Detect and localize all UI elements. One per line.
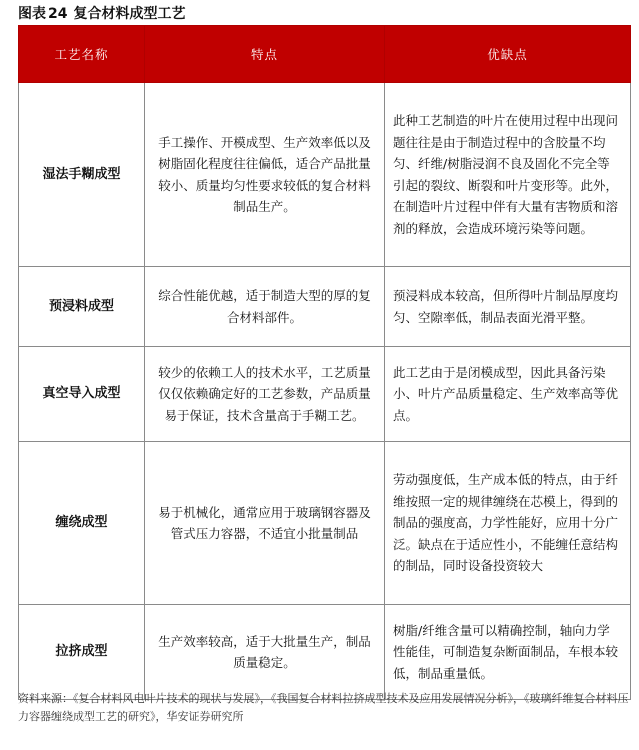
- process-name-cell: 真空导入成型: [19, 347, 145, 442]
- feature-cell: 综合性能优越，适于制造大型的厚的复合材料部件。: [145, 267, 385, 347]
- caption-prefix: 图表: [18, 6, 46, 22]
- caption-number: 24: [48, 6, 68, 22]
- table-row: [19, 267, 631, 347]
- feature-cell: 较少的依赖工人的技术水平，工艺质量仅仅依赖确定好的工艺参数，产品质量易于保证，技术含量高于手糊工艺。: [145, 347, 385, 442]
- figure-caption: [18, 4, 185, 24]
- feature-cell: 手工操作、开模成型、生产效率低以及树脂固化程度往往偏低，适合产品批量较小、质量均匀性要求较低的复合材料制品生产。: [145, 83, 385, 267]
- table-row: [19, 605, 631, 700]
- process-table: [18, 25, 631, 700]
- process-name-cell: 预浸料成型: [19, 267, 145, 347]
- header-process-name: 工艺名称: [19, 26, 145, 83]
- feature-cell: 生产效率较高，适于大批量生产，制品质量稳定。: [145, 605, 385, 700]
- process-name-cell: 缠绕成型: [19, 442, 145, 605]
- table-row: [19, 83, 631, 267]
- table-row: [19, 347, 631, 442]
- table-header-row: [19, 26, 631, 83]
- header-feature: 特点: [145, 26, 385, 83]
- pros-cons-cell: 此工艺由于是闭模成型，因此具备污染小、叶片产品质量稳定、生产效率高等优点。: [385, 347, 631, 442]
- pros-cons-cell: 预浸料成本较高，但所得叶片制品厚度均匀、空隙率低，制品表面光滑平整。: [385, 267, 631, 347]
- feature-cell: 易于机械化，通常应用于玻璃钢容器及管式压力容器，不适宜小批量制品: [145, 442, 385, 605]
- table-row: [19, 442, 631, 605]
- process-name-cell: 拉挤成型: [19, 605, 145, 700]
- pros-cons-cell: 劳动强度低，生产成本低的特点，由于纤维按照一定的规律缠绕在芯模上，得到的制品的强度高，力学性能好，应用十分广泛。缺点在于适应性小，不能缠任意结构的制品，同时设备投资较大: [385, 442, 631, 605]
- header-pros-cons: 优缺点: [385, 26, 631, 83]
- pros-cons-cell: 树脂/纤维含量可以精确控制，轴向力学性能佳，可制造复杂断面制品，车根本较低，制品重量低。: [385, 605, 631, 700]
- source-note: 资料来源：《复合材料风电叶片技术的现状与发展》，《我国复合材料拉挤成型技术及应用发展情况分析》，《玻璃纤维复合材料压力容器缠绕成型工艺的研究》，华安证券研究所: [18, 692, 629, 723]
- caption-title: 复合材料成型工艺: [73, 6, 186, 22]
- pros-cons-cell: 此种工艺制造的叶片在使用过程中出现问题往往是由于制造过程中的含胶量不均匀、纤维/树脂浸润不良及固化不完全等引起的裂纹、断裂和叶片变形等。此外，在制造叶片过程中伴有大量有害物质和溶剂的释放，会造成环境污染等问题。: [385, 83, 631, 267]
- process-name-cell: 湿法手糊成型: [19, 83, 145, 267]
